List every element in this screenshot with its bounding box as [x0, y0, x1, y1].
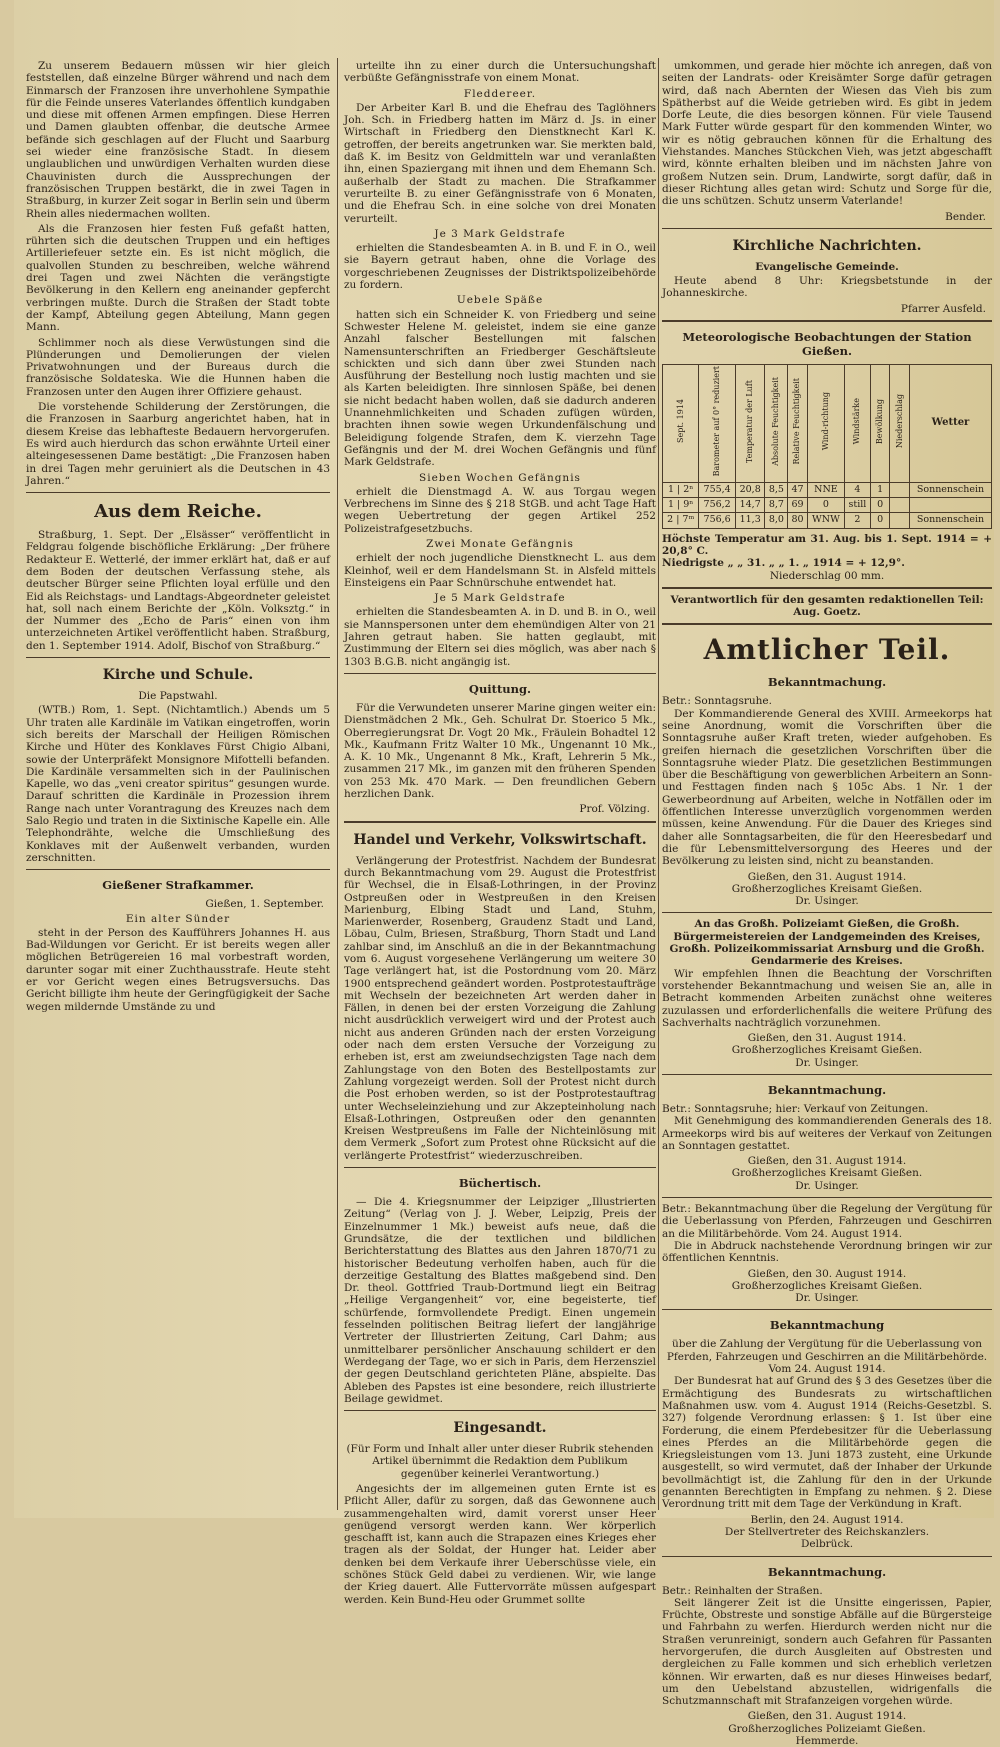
divider [344, 673, 656, 674]
column-rule [658, 58, 659, 1510]
section-heading-kirche: Kirche und Schule. [26, 666, 330, 684]
notice-text: Der Bundesrat hat auf Grund des § 3 des Gesetzes über die Ermächtigung des Bundesrats zu wirtschaftlichen Maßnahmen usw. vom 4. August 1914 (Reichs-Gesetzbl. S. 327) folgende Verordnung erlassen: § 1. Ist über eine Forderung, die einem Pferdebesitzer für die Ueberlassung eines Pferdes an die Militärbehörde gegen die Kriegsleistungen vom 13. Juni 1873 zusteht, eine Urkunde ausgestellt, so wird vermutet, daß der Inhaber der Urkunde bevollmächtigt ist, die Zahlung für den in der Urkunde genannten Berechtigten in Empfang zu nehmen. § 2. Diese Verordnung tritt mit dem Tage der Verkündung in Kraft. [662, 1375, 992, 1510]
notice-authority: Großherzogliches Polizeiamt Gießen. [662, 1723, 992, 1735]
table-row: 2 | 7ᵐ 756,6 11,3 8,0 80 WNW 2 0 Sonnenschein [663, 513, 992, 528]
section-heading-handel: Handel und Verkehr, Volkswirtschaft. [344, 831, 656, 849]
notice-signer: Dr. Usinger. [662, 895, 992, 907]
divider [344, 821, 656, 823]
table-header: Bewölkung [870, 365, 890, 483]
notice-signer: Dr. Usinger. [662, 1057, 992, 1069]
notice-subject: über die Zahlung der Vergütung für die Ueberlassung von Pferden, Fahrzeugen und Geschirren an die Militärbehörde. Vom 24. August 1914. [662, 1338, 992, 1375]
divider [662, 1309, 992, 1310]
table-row: 1 | 2ⁿ 755,4 20,8 8,5 47 NNE 4 1 Sonnenschein [663, 482, 992, 497]
subheading: Je 5 Mark Geldstrafe [344, 592, 656, 604]
article-paragraph: erhielt die Dienstmagd A. W. aus Torgau wegen Verbrechens im Sinne des § 218 StGB. und acht Tage Haft wegen Uebertretung der gegen Artikel 252 Polizeistrafgesetzbuchs. [344, 486, 656, 535]
notice-signer: Hemmerde. [662, 1735, 992, 1747]
dateline: Gießen, 1. September. [32, 898, 324, 910]
article-paragraph: Straßburg, 1. Sept. Der „Elsässer“ veröffentlicht in Feldgrau folgende bischöfliche Erklärung: „Der frühere Redakteur E. Wetterlé, der immer erklärt hat, daß er auf dem Boden der deutschen Verfassung stehe, als deutscher Bürger seine Pflichten loyal erfülle und den Eid als Reichstags- und Landtags-Abgeordneter geleistet hat, soll nach einem Berichte der „Köln. Volksztg.“ in der Nummer des „Echo de Paris“ einen von ihm unterzeichneten Artikel veröffentlicht haben. Straßburg, den 1. September 1914. Adolf, Bischof von Straßburg.“ [26, 529, 330, 652]
notice-authority: Großherzogliches Kreisamt Gießen. [662, 1167, 992, 1179]
notice-subject: Betr.: Bekanntmachung über die Regelung der Vergütung für die Ueberlassung von Pferden, Fahrzeugen und Geschirren an die Militärbehörde. Vom 24. August 1914. [662, 1203, 992, 1240]
section-heading-weather: Meteorologische Beobachtungen der Station Gießen. [662, 330, 992, 358]
precipitation: Niederschlag 00 mm. [662, 570, 992, 582]
article-paragraph: umkommen, und gerade hier möchte ich anregen, daß von seiten der Landrats- oder Kreisämter Sorge dafür getragen wird, daß nach Abernten der Wiesen das Vieh bis zum Spätherbst auf die Weide getrieben wird. Es gibt in jedem Dorfe Leute, die dies besorgen können. Für viele Tausend Mark Futter würde gespart für den kommenden Winter, wo wir es nötig gebrauchen können für die Erhaltung des Viehstandes. Manches Stückchen Vieh, was jetzt abgeschafft wird, könnte erhalten bleiben und im nächsten Jahre von großem Nutzen sein. Drum, Landwirte, sorgt dafür, daß in dieser Richtung alles getan wird: Schutz und Sorge für die, die uns schützen. Schutz unserm Vaterlande! [662, 60, 992, 208]
notice-place: Gießen, den 31. August 1914. [662, 1155, 992, 1167]
divider [662, 623, 992, 625]
section-heading-amtlich: Amtlicher Teil. [662, 633, 992, 667]
article-paragraph: Der Arbeiter Karl B. und die Ehefrau des Taglöhners Joh. Sch. in Friedberg hatten im März d. Js. in einer Wirtschaft in Friedberg den Dienstknecht Karl K. getroffen, der bereits angetrunken war. Sie merkten bald, daß K. im Besitz von Geldmitteln war und veranlaßten ihn, einen Spaziergang mit ihnen und dem Ehemann Sch. außerhalb der Stadt zu machen. Die Strafkammer verurteilte B. zu einer Gefängnisstrafe von 6 Monaten, und die Ehefrau Sch. in eine solche von drei Monaten verurteilt. [344, 102, 656, 225]
section-heading-eingesandt: Eingesandt. [344, 1419, 656, 1437]
notice-place: Berlin, den 24. August 1914. [662, 1514, 992, 1526]
notice-subject: Betr.: Sonntagsruhe. [662, 695, 992, 707]
min-temperature: Niedrigste „ „ 31. „ „ 1. „ 1914 = + 12,9°. [662, 557, 992, 569]
table-header: Temperatur der Luft [735, 365, 765, 483]
notice-authority: Der Stellvertreter des Reichskanzlers. [662, 1526, 992, 1538]
section-heading-buecher: Büchertisch. [344, 1176, 656, 1190]
official-notice [662, 1203, 992, 1304]
column-1 [26, 60, 330, 1016]
subheading: Sieben Wochen Gefängnis [344, 472, 656, 484]
subheading: Uebele Späße [344, 294, 656, 306]
editor-line: Verantwortlich für den gesamten redaktionellen Teil: Aug. Goetz. [662, 594, 992, 619]
table-row: 1 | 9ⁿ 756,2 14,7 8,7 69 0 still 0 [663, 498, 992, 513]
article-paragraph: erhielten die Standesbeamten A. in D. und B. in O., weil sie Mannspersonen unter dem ehemündigen Alter von 21 Jahren getraut haben. Sie hatten geglaubt, mit Zustimmung der Eltern sei dies möglich, was aber nach § 1303 B.G.B. nicht angängig ist. [344, 606, 656, 667]
divider [344, 1167, 656, 1168]
column-rule [337, 58, 338, 1510]
article-paragraph: Als die Franzosen hier festen Fuß gefaßt hatten, rührten sich die deutschen Truppen und ein heftiges Artilleriefeuer setzte ein. Es ist nicht möglich, die qualvollen Stunden zu beschreiben, welche während drei Tagen und zwei Nächten die verängstigte Bevölkerung in den Kellern eng aneinander gepfercht verbringen mußte. Durch die Straßen der Stadt tobte der Kampf, Abteilung gegen Abteilung, Mann gegen Mann. [26, 223, 330, 334]
weather-table [662, 364, 992, 529]
subheading: Je 3 Mark Geldstrafe [344, 228, 656, 240]
official-notice: Bekanntmachung. Betr.: Sonntagsruhe; hier: Verkauf von Zeitungen. Mit Genehmigung des kommandierenden Generals des 18. Armeekorps wird bis auf weiteres der Verkauf von Zeitungen an Sonntagen gestattet. Gießen, den 31. August 1914. Großherzogliches Kreisamt Gießen. Dr. Usinger. [662, 1083, 992, 1192]
signature: Prof. Völzing. [350, 803, 650, 815]
column-3 [662, 60, 992, 1747]
divider [662, 587, 992, 589]
table-header: Relative Feuchtigkeit [788, 365, 808, 483]
article-paragraph: Heute abend 8 Uhr: Kriegsbetstunde in der Johanneskirche. [662, 275, 992, 300]
notice-place: Gießen, den 31. August 1914. [662, 1032, 992, 1044]
subheading: Fleddereer. [344, 88, 656, 100]
article-paragraph: (WTB.) Rom, 1. Sept. (Nichtamtlich.) Abends um 5 Uhr traten alle Kardinäle im Vatikan eingetroffen, worin sich bereits der Marschall der Heiligen Römischen Kirche und Hüter des Konklaves Fürst Chigio Albani, sowie der Unterpräfekt Monsignore Mifottelli befanden. Die Kardinäle versammelten sich in der Paulinischen Kapelle, wo das „veni creator spiritus“ gesungen wurde. Darauf schritten die Kardinäle in Prozession ihrem Range nach unter Vorantragung des Kreuzes nach dem Salo Regio und traten in die Sixtinische Kapelle ein. Alle Telephondrähte, welche die Umschließung des Konklaves mit der Außenwelt verbanden, wurden zerschnitten. [26, 704, 330, 864]
divider [662, 320, 992, 322]
divider [662, 228, 992, 229]
table-header: Windstärke [845, 365, 871, 483]
column-2 [344, 60, 656, 1609]
table-header: Niederschlag [890, 365, 910, 483]
subheading: Evangelische Gemeinde. [662, 261, 992, 273]
editorial-note: (Für Form und Inhalt aller unter dieser Rubrik stehenden Artikel übernimmt die Redaktion dem Publikum gegenüber keinerlei Verantwortung.) [344, 1443, 656, 1480]
notice-text: Mit Genehmigung des kommandierenden Generals des 18. Armeekorps wird bis auf weiteres der Verkauf von Zeitungen an Sonntagen gestattet. [662, 1115, 992, 1152]
table-header: Sept. 1914 [663, 365, 699, 483]
signature: Bender. [668, 211, 986, 223]
notice-text: Seit längerer Zeit ist die Unsitte eingerissen, Papier, Früchte, Obstreste und sonstige Abfälle auf die Bürgersteige und Fahrbahn zu werfen. Hierdurch werden nicht nur die Straßen verunreinigt, sondern auch Gefahren für Passanten hervorgerufen, die durch Ausgleiten auf Obstresten und dergleichen zu Falle kommen und sich erheblich verletzen können. Wir erwarten, daß es nur dieses Hinweises bedarf, um den Uebelstand abzustellen, widrigenfalls die Schutzmannschaft mit Strafanzeigen vorgehen würde. [662, 1597, 992, 1708]
notice-authority: Großherzogliches Kreisamt Gießen. [662, 1044, 992, 1056]
divider [26, 657, 330, 658]
official-notice: Bekanntmachung. Betr.: Reinhalten der Straßen. Seit längerer Zeit ist die Unsitte eingerissen, Papier, Früchte, Obstreste und sonstige Abfälle auf die Bürgersteige und Fahrbahn zu werfen. Hierdurch werden nicht nur die Straßen verunreinigt, sondern auch Gefahren für Passanten hervorgerufen, die durch Ausgleiten auf Obstresten und dergleichen zu Falle kommen und sich erheblich verletzen können. Wir erwarten, daß es nur dieses Hinweises bedarf, um den Uebelstand abzustellen, widrigenfalls die Schutzmannschaft mit Strafanzeigen vorgehen würde. Gießen, den 31. August 1914. Großherzogliches Polizeiamt Gießen. Hemmerde. [662, 1565, 992, 1747]
notice-text: Der Kommandierende General des XVIII. Armeekorps hat seine Anordnung, womit die Vorschriften über die Sonntagsruhe außer Kraft treten, wieder aufgehoben. Es greifen hiernach die gesetzlichen Vorschriften über die Sonntagsruhe wieder Platz. Die gesetzlichen Bestimmungen über die Beschäftigung von gewerblichen Arbeitern an Sonn- und Festtagen finden nach § 105c Abs. 1 Nr. 1 der Gewerbeordnung auf Arbeiten, welche in Notfällen oder im öffentlichen Interesse unverzüglich vorgenommen werden müssen, keine Anwendung. Für die Dauer des Krieges sind daher alle Sonntagsarbeiten, die für den Heeresbedarf und die für Lebensmittelversorgung des Heeres und der Bevölkerung zu leisten sind, nicht zu beanstanden. [662, 708, 992, 868]
article-paragraph: erhielt der noch jugendliche Dienstknecht L. aus dem Kleinhof, weil er dem Handelsmann St. in Alsfeld mittels Einsteigens ein Paar Schnürschuhe entwendet hat. [344, 552, 656, 589]
newspaper-page [14, 0, 994, 1518]
notice-signer: Dr. Usinger. [662, 1180, 992, 1192]
signature: Pfarrer Ausfeld. [668, 303, 986, 315]
table-header: Wind-richtung [807, 365, 844, 483]
divider [26, 869, 330, 870]
article-paragraph: Die vorstehende Schilderung der Zerstörungen, die die Franzosen in Saarburg angerichtet haben, hat in diesem Kreise das lebhafteste Bedauern hervorgerufen. Es wird auch hierdurch das schon erwähnte Urteil einer alteingesessenen Dame bestätigt: „Die Franzosen haben in drei Tagen mehr geruiniert als die Deutschen in 43 Jahren.“ [26, 401, 330, 487]
notice-authority: Großherzogliches Kreisamt Gießen. [662, 1280, 992, 1292]
divider [662, 1197, 992, 1198]
section-heading-kirchlich: Kirchliche Nachrichten. [662, 237, 992, 255]
notice-place: Gießen, den 30. August 1914. [662, 1268, 992, 1280]
official-notice: Bekanntmachung über die Zahlung der Vergütung für die Ueberlassung von Pferden, Fahrzeugen und Geschirren an die Militärbehörde. Vom 24. August 1914. Der Bundesrat hat auf Grund des § 3 des Gesetzes über die Ermächtigung des Bundesrats zu wirtschaftlichen Maßnahmen usw. vom 4. August 1914 (Reichs-Gesetzbl. S. 327) folgende Verordnung erlassen: § 1. Ist über eine Forderung, die einem Pferdebesitzer für die Ueberlassung eines Pferdes an die Militärbehörde gegen die Kriegsleistungen vom 13. Juni 1873 zusteht, eine Urkunde ausgestellt, so wird vermutet, daß der Inhaber der Urkunde bevollmächtigt ist, die Zahlung für den in der Urkunde genannten Berechtigten in Empfang zu nehmen. § 2. Diese Verordnung tritt mit dem Tage der Verkündung in Kraft. Berlin, den 24. August 1914. Der Stellvertreter des Reichskanzlers. Delbrück. [662, 1318, 992, 1550]
subheading: Zwei Monate Gefängnis [344, 538, 656, 550]
notice-place: Gießen, den 31. August 1914. [662, 1710, 992, 1722]
article-paragraph: Angesichts der im allgemeinen guten Ernte ist es Pflicht Aller, dafür zu sorgen, daß das Gewonnene auch zusammengehalten wird, damit vorerst unser Heer genügend versorgt werden kann. Wer körperlich geschafft ist, kann auch die Strapazen eines Krieges eher tragen als der Soldat, der Hunger hat. Leider aber denken bei dem Verkaufe ihrer Ueberschüsse viele, ein schönes Stück Geld dabei zu verdienen. Wir, wie lange der Krieg dauert. Alle Futtervorräte müssen aufgespart werden. Kein Bund-Heu oder Grummet sollte [344, 1483, 656, 1606]
section-heading-reich: Aus dem Reiche. [26, 501, 330, 523]
article-paragraph: hatten sich ein Schneider K. von Friedberg und seine Schwester Helene M. geleistet, indem sie eine ganze Anzahl falscher Bestellungen mit falschen Namensunterschriften an Friedberger Geschäftsleute schickten und sich dann über zwei Stunden nach Ausführung der Bestellung noch lustig machten und sie als Karten beleidigten. Ihre sinnlosen Späße, bei denen sie nicht bedacht haben wollen, daß sie dadurch anderen Unannehmlichkeiten und Schaden zufügen würden, brachten ihnen sowie wegen Urkundenfälschung und Beleidigung folgende Strafen, dem K. vierzehn Tage Gefängnis und der M. drei Wochen Gefängnis und fünf Mark Geldstrafe. [344, 309, 656, 469]
official-notice: Bekanntmachung. Betr.: Sonntagsruhe. Der Kommandierende General des XVIII. Armeekorps hat seine Anordnung, womit die Vorschriften über die Sonntagsruhe außer Kraft treten, wieder aufgehoben. Es greifen hiernach die gesetzlichen Vorschriften über die Sonntagsruhe wieder Platz. Die gesetzlichen Bestimmungen über die Beschäftigung von gewerblichen Arbeitern an Sonn- und Festtagen finden nach § 105c Abs. 1 Nr. 1 der Gewerbeordnung auf Arbeiten, welche in Notfällen oder im öffentlichen Interesse unverzüglich vorgenommen werden müssen, keine Anwendung. Für die Dauer des Krieges sind daher alle Sonntagsarbeiten, die für den Heeresbedarf und die für Lebensmittelversorgung des Heeres und der Bevölkerung zu leisten sind, nicht zu beanstanden. Gießen, den 31. August 1914. Großherzogliches Kreisamt Gießen. Dr. Usinger. [662, 675, 992, 907]
notice-authority: Großherzogliches Kreisamt Gießen. [662, 883, 992, 895]
section-heading-quittung: Quittung. [344, 682, 656, 696]
divider [662, 1556, 992, 1557]
article-paragraph: urteilte ihn zu einer durch die Untersuchungshaft verbüßte Gefängnisstrafe von einem Monat. [344, 60, 656, 85]
notice-signer: Dr. Usinger. [662, 1292, 992, 1304]
notice-subject: Betr.: Sonntagsruhe; hier: Verkauf von Zeitungen. [662, 1103, 992, 1115]
notice-text: Die in Abdruck nachstehende Verordnung bringen wir zur öffentlichen Kenntnis. [662, 1240, 992, 1265]
divider [26, 492, 330, 493]
article-paragraph: steht in der Person des Kaufführers Johannes H. aus Bad-Wildungen vor Gericht. Er ist bereits wegen aller möglichen Betrügereien 16 mal vorbestraft worden, darunter sogar mit einer Zuchthausstrafe. Heute steht er vor Gericht wegen eines Betrugsversuchs. Das Gericht billigte ihm heute der Geringfügigkeit der Sache wegen mildernde Umstände zu und [26, 927, 330, 1013]
notice-text: Wir empfehlen Ihnen die Beachtung der Vorschriften vorstehender Bekanntmachung und weisen Sie an, alle in Betracht kommenden Arbeiten zunächst ohne weiteres zuzulassen und erforderlichenfalls die weitere Prüfung des Sachverhalts nachträglich vorzunehmen. [662, 968, 992, 1029]
table-header: Absolute Feuchtigkeit [765, 365, 788, 483]
article-paragraph: — Die 4. Kriegsnummer der Leipziger „Illustrierten Zeitung“ (Verlag von J. J. Weber, Leipzig, Preis der Einzelnummer 1 Mk.) beweist aufs neue, daß die Grundsätze, die der textlichen und bildlichen Berichterstattung des Blattes aus den Jahren 1870/71 zu historischer Bedeutung verholfen haben, auch für die derzeitige Gestaltung des Blattes maßgebend sind. Den Dr. theol. Gottfried Traub-Dortmund liegt ein Beitrag „Heilige Vergangenheit“ vor, eine begeisterte, tief schürfende, formvollendete Predigt. Einen ungemein fesselnden politischen Beitrag liefert der langjährige Vertreter der Illustrierten Zeitung, Carl Dahm; aus unmittelbarer persönlicher Anschauung schildert er den Werdegang der Tage, wo er sich in Paris, dem Herzensziel der gegen Deutschland gerichteten Pläne, abspielte. Das Ableben des Papstes ist eine besondere, reich illustrierte Beilage gewidmet. [344, 1196, 656, 1405]
subheading: Ein alter Sünder [26, 913, 330, 925]
notice-signer: Delbrück. [662, 1538, 992, 1550]
subheading: Die Papstwahl. [26, 690, 330, 702]
article-paragraph: Zu unserem Bedauern müssen wir hier gleich feststellen, daß einzelne Bürger während und nach dem Einmarsch der Franzosen ihre unverhohlene Sympathie für die Feinde unseres Vaterlandes öffentlich kundgaben und diese mit offenen Armen empfingen. Diese Herren und Damen glaubten offenbar, die deutsche Armee befände sich geschlagen auf der Flucht und Saarburg sei wieder eine französische Stadt. In diesem unglaublichen und unwürdigen Verhalten wurden diese Chauvinisten durch die Aussprechungen der französischen Truppen bestärkt, die in zwei Tagen in Straßburg, in kurzer Zeit sogar in Berlin sein und überm Rhein alles niedermachen wollten. [26, 60, 330, 220]
divider [662, 1074, 992, 1075]
divider [344, 1410, 656, 1411]
article-paragraph: erhielten die Standesbeamten A. in B. und F. in O., weil sie Bayern getraut haben, ohne die Vorlage des vorgeschriebenen Zeugnisses der Distriktspolizeibehörde zu fordern. [344, 242, 656, 291]
section-heading-strafkammer: Gießener Strafkammer. [26, 878, 330, 892]
table-header: Barometer auf 0° reduziert [699, 365, 735, 483]
article-paragraph: Verlängerung der Protestfrist. Nachdem der Bundesrat durch Bekanntmachung vom 29. August die Protestfrist für Wechsel, die in Elsaß-Lothringen, in der Provinz Ostpreußen oder in Westpreußen in den Kreisen Marienburg, Elbing Stadt und Land, Stuhm, Marienwerder, Rosenberg, Graudenz Stadt und Land, Löbau, Culm, Briesen, Straßburg, Thorn Stadt und Land zahlbar sind, im Anschluß an die in der Bekanntmachung vom 6. August vorgesehene Verlängerung um weitere 30 Tage verlängert hat, ist die Postordnung vom 20. März 1900 entsprechend geändert worden. Postprotestaufträge mit Wechseln der bezeichneten Art werden daher in Fällen, in denen bei der ersten Vorzeigung die Zahlung nicht ausdrücklich verweigert wird und der Protest auch nicht aus anderen Gründen nach der ersten Vorzeigung oder nach dem ersten Versuche der Vorzeigung zu erheben ist, erst am zweiundsechzigsten Tage nach dem Zahlungstage von den Boten des Bestellpostamts zur Zahlung vorgezeigt werden. Soll der Protest nicht durch die Post erhoben werden, so ist der Postprotestauftrag unter Wechseleinziehung und zur Akzepteinholung nach Elsaß-Lothringen, Ostpreußen oder den genannten Kreisen Westpreußens im Falle der Nichteinlösung mit dem Vermerk „Sofort zum Protest ohne Rücksicht auf die verlängerte Protestfrist“ wiederzuschreiben. [344, 855, 656, 1162]
article-paragraph: Für die Verwundeten unserer Marine gingen weiter ein: Dienstmädchen 2 Mk., Geh. Schulrat Dr. Stoerico 5 Mk., Oberregierungsrat Dr. Vogt 20 Mk., Fräulein Bohadtel 12 Mk., Kaufmann Fritz Walter 10 Mk., Ungenannt 10 Mk., A. K. 10 Mk., Ungenannt 8 Mk., Kraft, Lehrerin 5 Mk., zusammen 217 Mk., im ganzen mit den früheren Spenden von 253 Mk. 470 Mark. — Den freundlichen Gebern herzlichen Dank. [344, 702, 656, 800]
notice-place: Gießen, den 31. August 1914. [662, 871, 992, 883]
notice-subject: Betr.: Reinhalten der Straßen. [662, 1585, 992, 1597]
official-notice: An das Großh. Polizeiamt Gießen, die Großh. Bürgermeistereien der Landgemeinden des Kreises, Großh. Polizeikommissariat Arnsburg und die Großh. Gendarmerie des Kreises. Wir empfehlen Ihnen die Beachtung der Vorschriften vorstehender Bekanntmachung und weisen Sie an, alle in Betracht kommenden Arbeiten zunächst ohne weiteres zuzulassen und erforderlichenfalls die weitere Prüfung des Sachverhalts nachträglich vorzunehmen. Gießen, den 31. August 1914. Großherzogliches Kreisamt Gießen. Dr. Usinger. [662, 918, 992, 1069]
divider [662, 912, 992, 913]
max-temperature: Höchste Temperatur am 31. Aug. bis 1. Sept. 1914 = + 20,8° C. [662, 533, 992, 558]
table-header-row [663, 365, 992, 483]
article-paragraph: Schlimmer noch als diese Verwüstungen sind die Plünderungen und Demolierungen der vielen Privatwohnungen und der Bureaus durch die französische Soldateska. Wie die Hunnen haben die Franzosen unter den Augen ihrer Offiziere gehaust. [26, 337, 330, 398]
table-header: Wetter [910, 365, 992, 483]
